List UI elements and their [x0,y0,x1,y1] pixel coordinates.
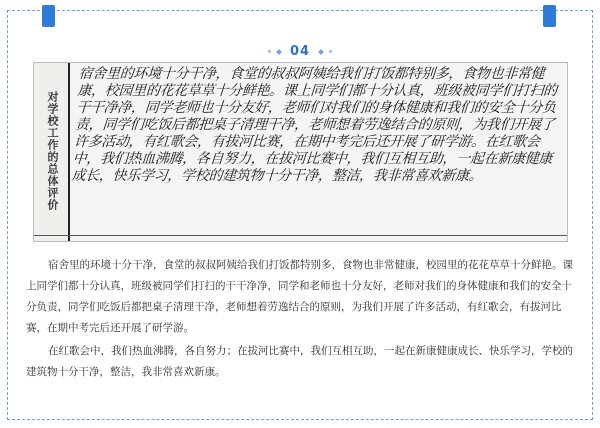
diamond-icon [268,49,272,53]
corner-tab-left [42,5,55,27]
handwritten-text: 宿舍里的环境十分干净，食堂的叔叔阿姨给我们打饭都特别多，食物也非常健康，校园里的花花草草十分鲜艳。课上同学们都十分认真，班级被同学们打扫的干干净净，同学老师也十分友好，老师们对我们的身体健康和我们的安全十分负责，同学们吃饭后都把桌子清理干净，老师想着劳逸结合的原则，为我们开展了许多活动，有红歌会，有拔河比赛，在期中考完后还开展了研学游。在红歌会中，我们热血沸腾，各自努力，在拔河比赛中，我们互相互助，一起在新康健康成长，快乐学习，学校的建筑物十分干净，整洁，我非常喜欢新康。 [70,66,558,184]
page-number [265,44,334,59]
corner-tab-right [543,5,556,27]
page-number-text: 04 [289,44,311,59]
handwritten-form-scan [33,62,568,242]
diamond-icon [328,49,332,53]
transcript-paragraph: 在红歌会中，我们热血沸腾，各自努力；在拔河比赛中，我们互相互助，一起在新康健康成长、快乐学习，学校的建筑物十分干净，整洁，我非常喜欢新康。 [26,345,573,378]
form-label-column [34,63,70,241]
form-bottom-rule [34,235,567,236]
transcript-paragraph: 宿舍里的环境十分干净，食堂的叔叔阿姨给我们打饭都特别多，食物也非常健康，校园里的花花草草十分鲜艳。课上同学们都十分认真，班级被同学们打扫的干干净净，同学和老师也十分友好，老师对我们的身体健康和我们的安全十分负责，同学们吃饭后都把桌子清理干净，老师想着劳逸结合的原则，为我们开展了许多活动，有红歌会，有拔河比赛，在期中考完后还开展了研学游。 [26,259,573,334]
form-label: 对学校工作的总体评价 [46,91,59,211]
page-number-header [0,40,600,59]
transcript-text [26,255,576,385]
diamond-icon [318,49,324,55]
diamond-icon [277,49,283,55]
